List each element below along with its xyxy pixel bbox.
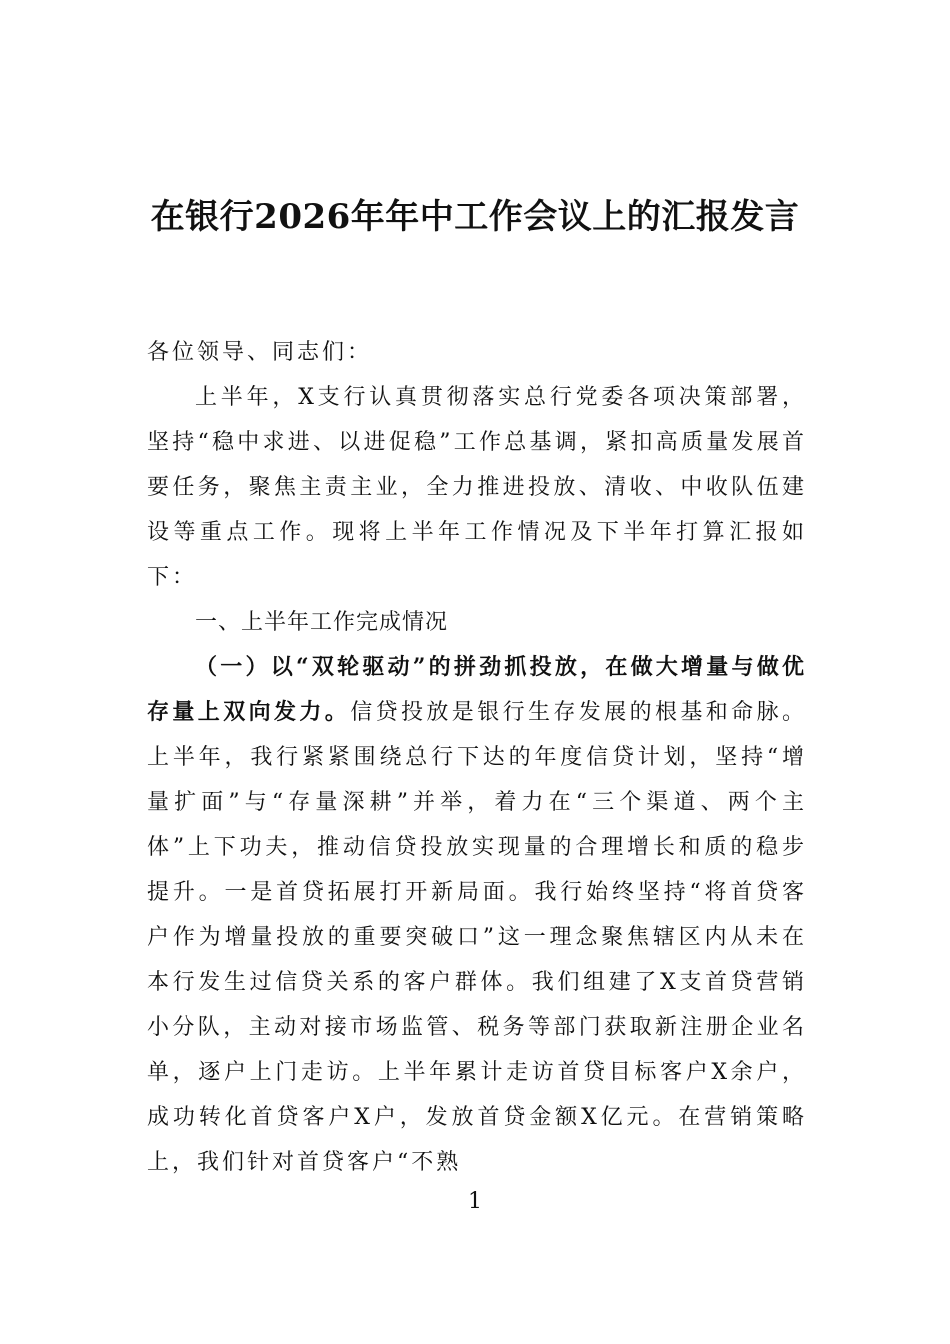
- page-number: 1: [468, 1189, 482, 1214]
- document-title: 在银行2026年年中工作会议上的汇报发言: [150, 197, 800, 237]
- subsection-body: 信贷投放是银行生存发展的根基和命脉。上半年，我行紧紧围绕总行下达的年度信贷计划，坚持“增量扩面”与“存量深耕”并举，着力在“三个渠道、两个主体”上下功夫，推动信贷投放实现量的合理增长和质的稳步提升。一是首贷拓展打开新局面。我行始终坚持“将首贷客户作为增量投放的重要突破口”这一理念聚焦辖区内从未在本行发生过信贷关系的客户群体。我们组建了X支首贷营销小分队，主动对接市场监管、税务等部门获取新注册企业名单，逐户上门走访。上半年累计走访首贷目标客户X余户，成功转化首贷客户X户，发放首贷金额X亿元。在营销策略上，我们针对首贷客户“不熟: [147, 700, 807, 1175]
- subsection-paragraph: [147, 645, 807, 1185]
- subsection-heading: （一）以“双轮驱动”的拼劲抓投放，在做大增量与做优存量上双向发力。: [147, 654, 807, 725]
- document-body: [147, 330, 807, 1185]
- section-heading: 一、上半年工作完成情况: [195, 610, 449, 635]
- intro-paragraph: 上半年，X支行认真贯彻落实总行党委各项决策部署，坚持“稳中求进、以进促稳”工作总基调，紧扣高质量发展首要任务，聚焦主责主业，全力推进投放、清收、中收队伍建设等重点工作。现将上半年工作情况及下半年打算汇报如下：: [147, 385, 807, 590]
- salutation: 各位领导、同志们：: [147, 340, 373, 365]
